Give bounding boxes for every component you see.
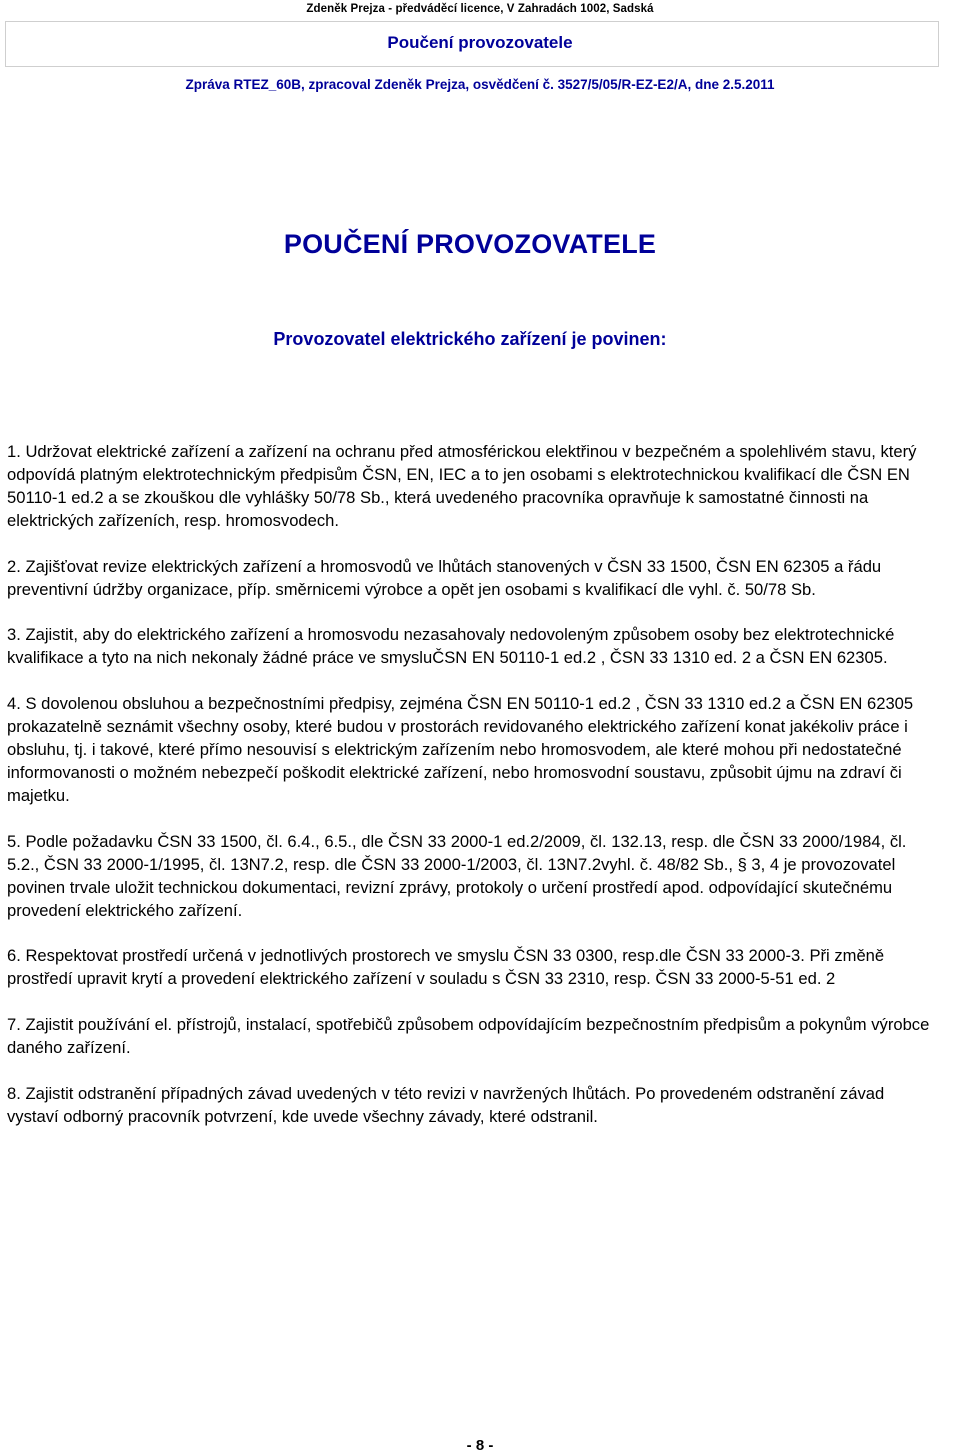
licence-line: Zdeněk Prejza - předváděcí licence, V Zahradách 1002, Sadská — [306, 3, 654, 15]
document-subtitle: Provozovatel elektrického zařízení je povinen: — [273, 329, 667, 349]
obligation-item-4: 4. S dovolenou obsluhou a bezpečnostními předpisy, zejména ČSN EN 50110-1 ed.2 , ČSN 33 1310 ed.2 a ČSN EN 62305 prokazatelně seznámit všechny osoby, které budou v prostorách revidovaného elektrického zařízení konat jakékoliv práce i obsluhu, tj. i takové, které přímo nesouvisí s elektrickým zařízením nebo hromosvodem, ale které mohou při nedostatečné informovanosti o možném nebezpečí poškodit elektrické zařízení, nebo hromosvodní soustavu, způsobit újmu na zdraví či majetku. — [7, 694, 914, 805]
header-title: Poučení provozovatele — [387, 33, 573, 52]
obligation-item-2: 2. Zajišťovat revize elektrických zařízení a hromosvodů ve lhůtách stanovených v ČSN 33 1500, ČSN EN 62305 a řádu preventivní údržby organizace, příp. směrnicemi výrobce a opět jen osobami s kvalifikací dle vyhl. č. 50/78 Sb. — [7, 556, 882, 599]
obligation-item-7: 7. Zajistit používání el. přístrojů, instalací, spotřebičů způsobem odpovídajícím bezpečnostním předpisům a pokynům výrobce daného zařízení. — [7, 1015, 930, 1058]
obligation-item-3: 3. Zajistit, aby do elektrického zařízení a hromosvodu nezasahovaly nedovoleným způsobem osoby bez elektrotechnické kvalifikace a tyto na nich nekonaly žádné práce ve smysluČSN EN 50110-1 ed.2 , ČSN 33 1310 ed. 2 a ČSN EN 62305. — [7, 625, 895, 668]
report-info-line: Zpráva RTEZ_60B, zpracoval Zdeněk Prejza, osvědčení č. 3527/5/05/R-EZ-E2/A, dne 2.5.2011 — [185, 77, 775, 92]
obligation-item-6: 6. Respektovat prostředí určená v jednotlivých prostorech ve smyslu ČSN 33 0300, resp.dle ČSN 33 2000-3. Při změně prostředí upravit krytí a provedení elektrického zařízení v souladu s ČSN 33 2310, resp. ČSN 33 2000-5-51 ed. 2 — [7, 946, 885, 989]
document-title: POUČENÍ PROVOZOVATELE — [283, 229, 657, 259]
page-number: - 8 - — [466, 1437, 494, 1454]
obligations-list — [7, 441, 935, 1152]
obligation-item-8: 8. Zajistit odstranění případných závad uvedených v této revizi v navržených lhůtách. Po provedeném odstranění závad vystaví odborný pracovník potvrzení, kde uvede všechny závady, které odstranil. — [7, 1084, 885, 1126]
obligation-item-5: 5. Podle požadavku ČSN 33 1500, čl. 6.4., 6.5., dle ČSN 33 2000-1 ed.2/2009, čl. 132.13, resp. dle ČSN 33 2000/1984, čl. 5.2., ČSN 33 2000-1/1995, čl. 13N7.2, resp. dle ČSN 33 2000-1/2003, čl. 13N7.2vyhl. č. 48/82 Sb., § 3, 4 je provozovatel povinen trvale uložit technickou dokumentaci, revizní zprávy, protokoly o určení prostředí apod. odpovídající skutečnému provedení elektrického zařízení. — [7, 831, 907, 920]
obligation-item-1: 1. Udržovat elektrické zařízení a zařízení na ochranu před atmosférickou elektřinou v bezpečném a spolehlivém stavu, který odpovídá platným elektrotechnickým předpisům ČSN, EN, IEC a to jen osobami s elektrotechnickou kvalifikací dle ČSN EN 50110-1 ed.2 a se zkouškou dle vyhlášky 50/78 Sb., která uvedeného pracovníka opravňuje k samostatné činnosti na elektrických zařízeních, resp. hromosvodech. — [7, 442, 917, 530]
